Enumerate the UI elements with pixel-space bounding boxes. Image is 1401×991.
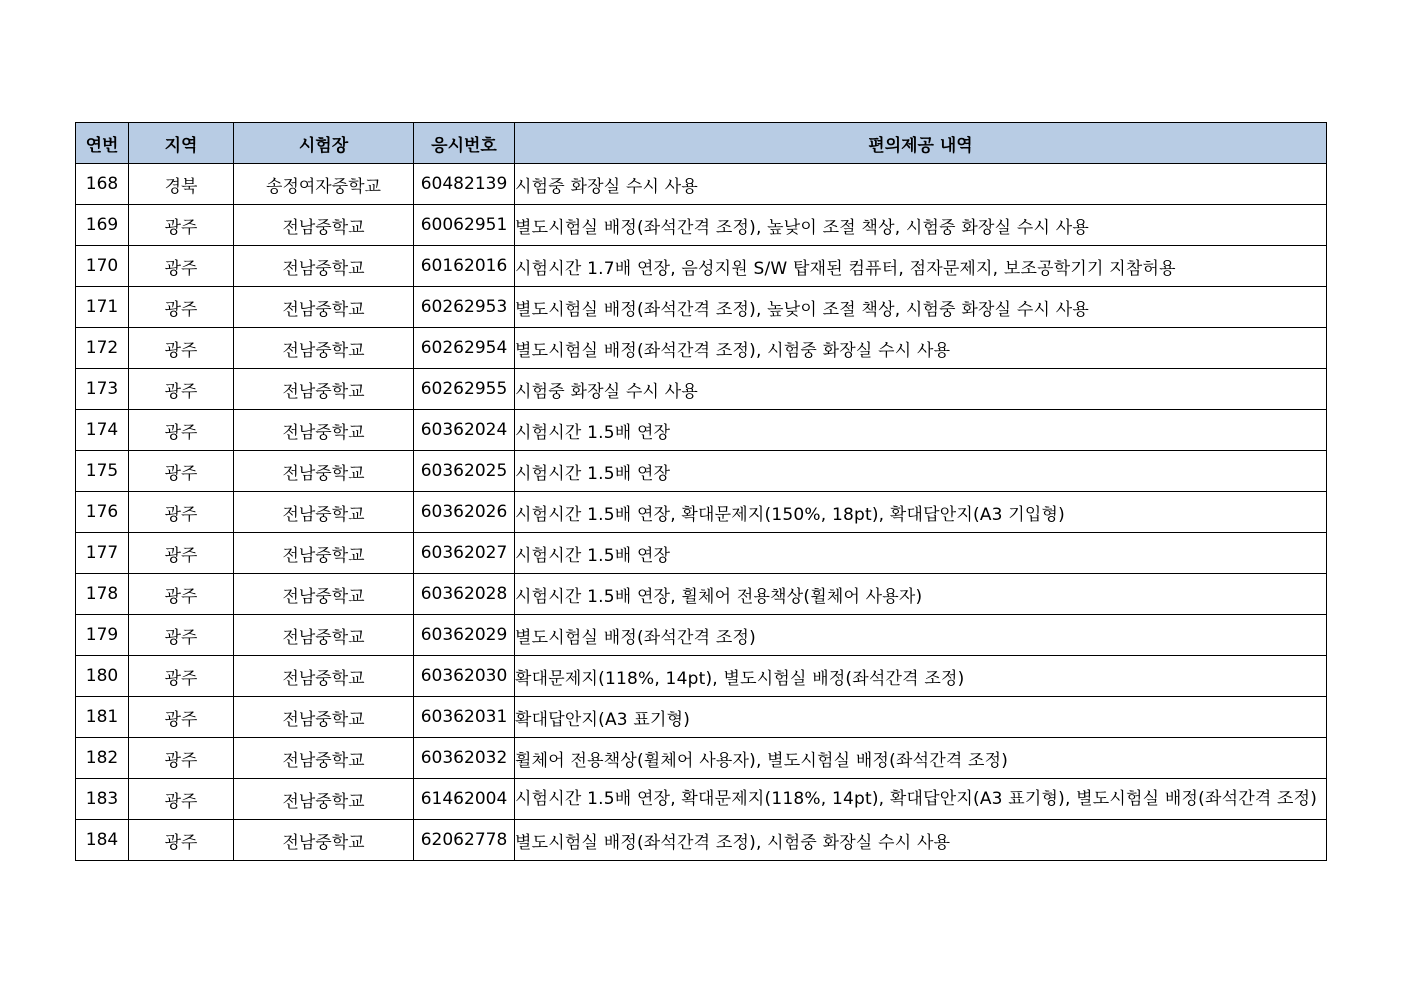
row-accommodation: 시험중 화장실 수시 사용 [515, 164, 1327, 205]
row-exam-id: 61462004 [414, 779, 515, 820]
row-exam-site: 전남중학교 [234, 779, 414, 820]
table-row [76, 492, 1327, 533]
table-row [76, 451, 1327, 492]
row-number: 182 [76, 738, 129, 779]
header-number: 연번 [76, 123, 129, 164]
row-exam-id: 60362024 [414, 410, 515, 451]
row-region: 광주 [129, 697, 234, 738]
row-number: 170 [76, 246, 129, 287]
row-accommodation: 확대답안지(A3 표기형) [515, 697, 1327, 738]
row-accommodation: 시험시간 1.5배 연장, 확대문제지(150%, 18pt), 확대답안지(A3 기입형) [515, 492, 1327, 533]
table-row [76, 615, 1327, 656]
table-row [76, 246, 1327, 287]
row-region: 광주 [129, 820, 234, 861]
table-body [76, 164, 1327, 861]
row-region: 광주 [129, 451, 234, 492]
row-region: 광주 [129, 205, 234, 246]
row-accommodation: 휠체어 전용책상(휠체어 사용자), 별도시험실 배정(좌석간격 조정) [515, 738, 1327, 779]
row-exam-site: 전남중학교 [234, 410, 414, 451]
table-row [76, 410, 1327, 451]
row-accommodation: 시험시간 1.5배 연장 [515, 451, 1327, 492]
row-region: 광주 [129, 410, 234, 451]
table-row [76, 369, 1327, 410]
row-exam-id: 60262955 [414, 369, 515, 410]
table-row [76, 574, 1327, 615]
row-number: 177 [76, 533, 129, 574]
row-number: 179 [76, 615, 129, 656]
row-accommodation: 별도시험실 배정(좌석간격 조정), 시험중 화장실 수시 사용 [515, 820, 1327, 861]
row-exam-id: 60362030 [414, 656, 515, 697]
table-row [76, 533, 1327, 574]
row-exam-site: 전남중학교 [234, 820, 414, 861]
row-region: 경북 [129, 164, 234, 205]
row-region: 광주 [129, 492, 234, 533]
row-exam-id: 60362028 [414, 574, 515, 615]
row-exam-site: 전남중학교 [234, 328, 414, 369]
row-accommodation: 시험시간 1.5배 연장, 확대문제지(118%, 14pt), 확대답안지(A3 표기형), 별도시험실 배정(좌석간격 조정) [515, 779, 1327, 820]
row-exam-site: 송정여자중학교 [234, 164, 414, 205]
table-row [76, 738, 1327, 779]
row-accommodation: 시험시간 1.5배 연장 [515, 410, 1327, 451]
row-number: 172 [76, 328, 129, 369]
row-exam-site: 전남중학교 [234, 738, 414, 779]
row-exam-site: 전남중학교 [234, 656, 414, 697]
header-exam-id: 응시번호 [414, 123, 515, 164]
row-number: 180 [76, 656, 129, 697]
row-exam-site: 전남중학교 [234, 369, 414, 410]
row-exam-id: 60362029 [414, 615, 515, 656]
table-row [76, 656, 1327, 697]
row-exam-site: 전남중학교 [234, 451, 414, 492]
row-exam-site: 전남중학교 [234, 615, 414, 656]
header-exam-site: 시험장 [234, 123, 414, 164]
row-accommodation: 별도시험실 배정(좌석간격 조정), 시험중 화장실 수시 사용 [515, 328, 1327, 369]
row-exam-site: 전남중학교 [234, 492, 414, 533]
table-row [76, 287, 1327, 328]
table-row [76, 779, 1327, 820]
row-number: 183 [76, 779, 129, 820]
row-exam-id: 60482139 [414, 164, 515, 205]
row-exam-id: 62062778 [414, 820, 515, 861]
row-exam-id: 60362032 [414, 738, 515, 779]
table-row [76, 697, 1327, 738]
table-row [76, 164, 1327, 205]
row-accommodation: 시험시간 1.5배 연장 [515, 533, 1327, 574]
row-exam-site: 전남중학교 [234, 246, 414, 287]
row-region: 광주 [129, 287, 234, 328]
table-row [76, 205, 1327, 246]
row-exam-site: 전남중학교 [234, 574, 414, 615]
row-region: 광주 [129, 369, 234, 410]
row-exam-id: 60262953 [414, 287, 515, 328]
row-region: 광주 [129, 574, 234, 615]
row-exam-id: 60062951 [414, 205, 515, 246]
header-region: 지역 [129, 123, 234, 164]
row-number: 175 [76, 451, 129, 492]
row-region: 광주 [129, 738, 234, 779]
row-number: 174 [76, 410, 129, 451]
row-exam-site: 전남중학교 [234, 697, 414, 738]
row-exam-site: 전남중학교 [234, 533, 414, 574]
row-exam-site: 전남중학교 [234, 287, 414, 328]
row-exam-id: 60262954 [414, 328, 515, 369]
row-accommodation: 별도시험실 배정(좌석간격 조정) [515, 615, 1327, 656]
row-number: 169 [76, 205, 129, 246]
row-accommodation: 시험시간 1.7배 연장, 음성지원 S/W 탑재된 컴퓨터, 점자문제지, 보조공학기기 지참허용 [515, 246, 1327, 287]
row-region: 광주 [129, 615, 234, 656]
row-accommodation: 시험중 화장실 수시 사용 [515, 369, 1327, 410]
row-exam-id: 60362031 [414, 697, 515, 738]
row-accommodation: 별도시험실 배정(좌석간격 조정), 높낮이 조절 책상, 시험중 화장실 수시 사용 [515, 287, 1327, 328]
row-number: 168 [76, 164, 129, 205]
row-exam-id: 60162016 [414, 246, 515, 287]
row-accommodation: 시험시간 1.5배 연장, 휠체어 전용책상(휠체어 사용자) [515, 574, 1327, 615]
row-region: 광주 [129, 779, 234, 820]
row-number: 178 [76, 574, 129, 615]
row-region: 광주 [129, 328, 234, 369]
row-accommodation: 별도시험실 배정(좌석간격 조정), 높낮이 조절 책상, 시험중 화장실 수시 사용 [515, 205, 1327, 246]
row-exam-id: 60362026 [414, 492, 515, 533]
row-number: 173 [76, 369, 129, 410]
row-region: 광주 [129, 533, 234, 574]
row-number: 171 [76, 287, 129, 328]
header-accommodation: 편의제공 내역 [515, 123, 1327, 164]
row-number: 184 [76, 820, 129, 861]
row-exam-id: 60362027 [414, 533, 515, 574]
table-row [76, 820, 1327, 861]
row-exam-site: 전남중학교 [234, 205, 414, 246]
row-number: 181 [76, 697, 129, 738]
header-row [76, 123, 1327, 164]
accommodation-table [75, 122, 1327, 861]
table-row [76, 328, 1327, 369]
row-number: 176 [76, 492, 129, 533]
row-accommodation: 확대문제지(118%, 14pt), 별도시험실 배정(좌석간격 조정) [515, 656, 1327, 697]
row-region: 광주 [129, 246, 234, 287]
row-region: 광주 [129, 656, 234, 697]
row-exam-id: 60362025 [414, 451, 515, 492]
